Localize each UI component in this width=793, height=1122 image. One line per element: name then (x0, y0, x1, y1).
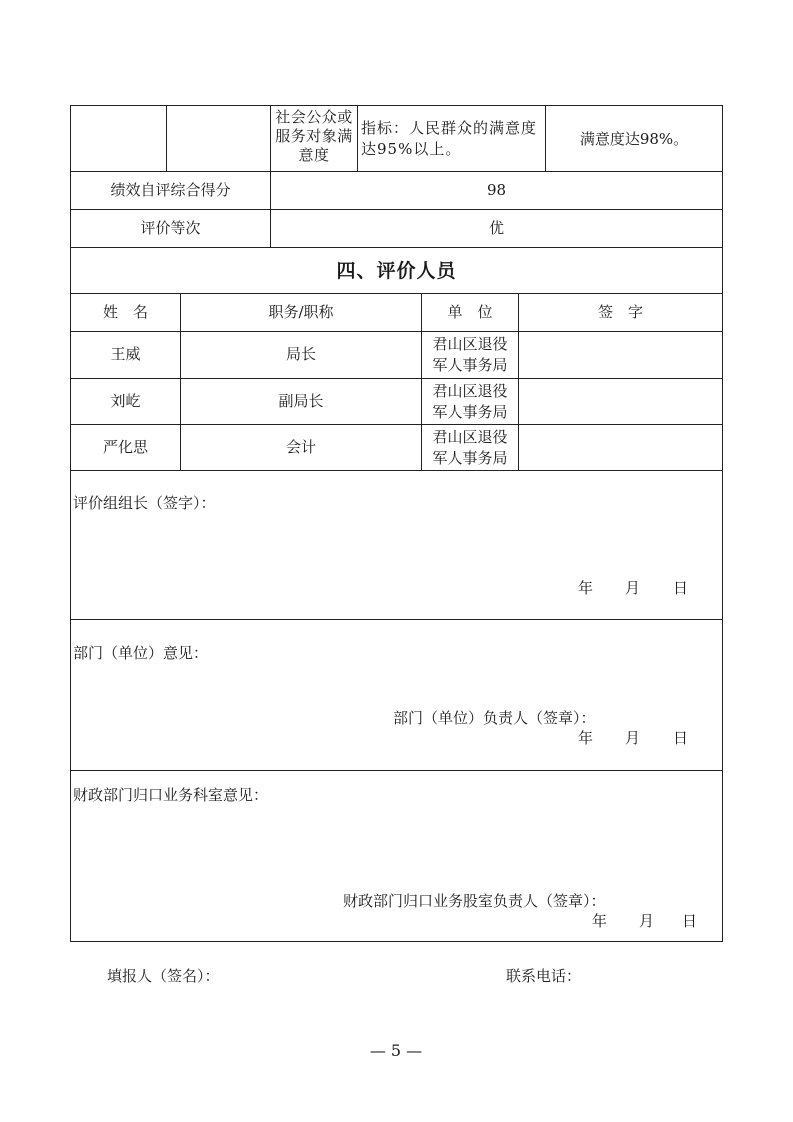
dept-label: 部门（单位）意见： (73, 644, 209, 662)
filler-label: 填报人（签名）： (107, 967, 220, 985)
person-name: 刘屹 (110, 392, 141, 410)
person-signature-cell[interactable] (519, 332, 722, 378)
person-position: 会计 (285, 438, 316, 456)
indicator-name: 社会公众或服务对象满意度 (275, 108, 353, 164)
person-position: 副局长 (278, 392, 324, 410)
finance-day: 日 (682, 912, 698, 930)
indicator-target: 指标：人民群众的满意度达95%以上。 (361, 119, 538, 158)
header-position: 职务/职称 (268, 303, 334, 321)
finance-month: 月 (639, 912, 655, 930)
header-signature: 签 字 (597, 303, 643, 321)
leader-month: 月 (625, 579, 641, 597)
header-unit: 单 位 (447, 303, 493, 321)
person-name: 王威 (110, 345, 141, 363)
finance-signer: 财政部门归口业务股室负责人（签章）： (343, 892, 606, 910)
person-unit-line1: 君山区退役 (432, 428, 508, 446)
person-signature-cell[interactable] (519, 425, 722, 470)
dept-day: 日 (673, 729, 689, 747)
vline-r1-b (270, 105, 271, 171)
dept-signer: 部门（单位）负责人（签章）： (393, 709, 596, 727)
page-number: — 5 — (369, 1041, 423, 1060)
person-name: 严化思 (102, 438, 148, 456)
phone-label: 联系电话： (506, 967, 582, 985)
score-value: 98 (486, 181, 507, 199)
person-unit-line1: 君山区退役 (432, 335, 508, 353)
hline-4 (70, 293, 723, 294)
person-unit-line2: 军人事务局 (432, 449, 508, 467)
person-unit-line1: 君山区退役 (432, 382, 508, 400)
person-unit-line2: 军人事务局 (432, 356, 508, 374)
leader-day: 日 (673, 579, 689, 597)
section-title: 四、评价人员 (336, 260, 457, 282)
finance-label: 财政部门归口业务科室意见： (73, 786, 269, 804)
hline-1 (70, 171, 723, 172)
table-border-right (722, 105, 723, 942)
hline-top (70, 105, 723, 106)
header-name: 姓 名 (102, 303, 148, 321)
grade-value: 优 (488, 219, 504, 237)
vline-r1-a (166, 105, 167, 171)
leader-year: 年 (578, 579, 594, 597)
score-label: 绩效自评综合得分 (110, 181, 231, 199)
person-signature-cell[interactable] (519, 379, 722, 424)
hline-3 (70, 247, 723, 248)
vline-r1-c (357, 105, 358, 171)
hline-8 (70, 470, 723, 471)
hline-bottom (70, 941, 723, 942)
person-unit-line2: 军人事务局 (432, 403, 508, 421)
hline-2 (70, 209, 723, 210)
person-position: 局长 (285, 345, 316, 363)
hline-10 (70, 770, 723, 771)
dept-month: 月 (625, 729, 641, 747)
leader-label: 评价组组长（签字）： (73, 494, 216, 512)
dept-year: 年 (578, 729, 594, 747)
finance-year: 年 (592, 912, 608, 930)
grade-label: 评价等次 (140, 219, 201, 237)
actual-value: 满意度达98%。 (579, 130, 689, 148)
hline-9 (70, 619, 723, 620)
